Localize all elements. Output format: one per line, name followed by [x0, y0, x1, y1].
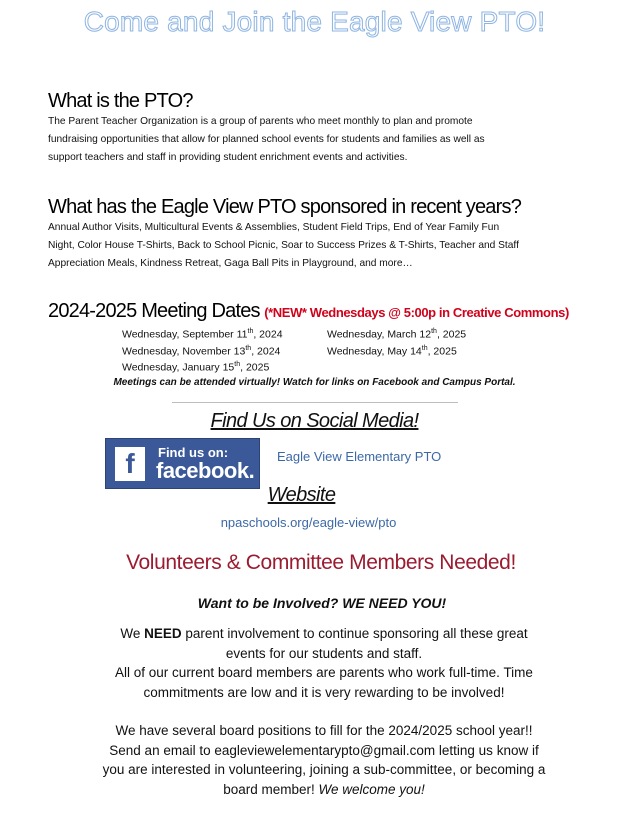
- body-line: We have several board positions to fill for the 2024/2025 school year!!: [115, 723, 533, 738]
- facebook-button[interactable]: [105, 438, 260, 489]
- divider: [172, 402, 458, 403]
- meeting-dates-right: [327, 325, 466, 358]
- involvement-paragraph: [0, 624, 629, 702]
- volunteers-heading: Volunteers & Committee Members Needed!: [126, 551, 516, 574]
- facebook-page-link[interactable]: Eagle View Elementary PTO: [277, 449, 442, 464]
- meeting-date: Wednesday, September 11th, 2024: [122, 328, 283, 341]
- facebook-logo-icon: f: [115, 447, 145, 481]
- what-is-heading: What is the PTO?: [48, 90, 193, 112]
- meeting-heading: 2024-2025 Meeting Dates: [48, 300, 260, 322]
- want-involved: Want to be Involved? WE NEED YOU!: [197, 595, 447, 611]
- what-is-line: support teachers and staff in providing student enrichment events and activities.: [48, 152, 408, 163]
- body-line: events for our students and staff.: [225, 645, 423, 661]
- website-heading: Website: [267, 484, 336, 506]
- facebook-find-us: Find us on:: [158, 445, 229, 460]
- meeting-date: Wednesday, January 15th, 2025: [122, 361, 270, 374]
- sponsored-heading: What has the Eagle View PTO sponsored in recent years?: [48, 196, 522, 218]
- body-line: commitments are low and it is very rewarding to be involved!: [143, 684, 505, 700]
- body-line: We NEED parent involvement to continue sponsoring all these great: [120, 626, 528, 641]
- sponsored-text: [48, 219, 519, 273]
- what-is-line: The Parent Teacher Organization is a group of parents who meet monthly to plan and promote: [48, 116, 473, 127]
- social-heading: Find Us on Social Media!: [210, 410, 419, 432]
- page-title: Come and Join the Eagle View PTO!: [83, 6, 546, 37]
- meeting-dates-left: [122, 325, 283, 375]
- body-line: board member! We welcome you!: [223, 781, 425, 797]
- sponsored-line: Appreciation Meals, Kindness Retreat, Gaga Ball Pits in Playground, and more…: [48, 258, 413, 269]
- body-line: Send an email to eagleviewelementarypto@gmail.com letting us know if: [109, 742, 539, 758]
- sponsored-line: Night, Color House T-Shirts, Back to School Picnic, Soar to Success Prizes & T-Shirts, Teacher and Staff: [48, 240, 519, 251]
- meeting-date: Wednesday, May 14th, 2025: [327, 344, 457, 357]
- what-is-text: [48, 113, 485, 167]
- body-line: you are interested in volunteering, joining a sub-committee, or becoming a: [102, 762, 546, 777]
- what-is-line: fundraising opportunities that allow for planned school events for students and families as well as: [48, 134, 485, 145]
- website-link[interactable]: npaschools.org/eagle-view/pto: [220, 515, 397, 530]
- virtual-note: Meetings can be attended virtually! Watch for links on Facebook and Campus Portal.: [113, 377, 516, 388]
- body-line: All of our current board members are parents who work full-time. Time: [115, 665, 533, 680]
- sponsored-line: Annual Author Visits, Multicultural Events & Assemblies, Student Field Trips, End of Year Family Fun: [48, 222, 500, 233]
- meeting-heading-row: [48, 300, 569, 323]
- facebook-wordmark: facebook.: [156, 458, 255, 483]
- board-paragraph: [0, 721, 629, 799]
- new-meeting-note: (*NEW* Wednesdays @ 5:00p in Creative Commons): [264, 305, 569, 320]
- meeting-date: Wednesday, March 12th, 2025: [327, 328, 467, 341]
- meeting-date: Wednesday, November 13th, 2024: [122, 344, 281, 357]
